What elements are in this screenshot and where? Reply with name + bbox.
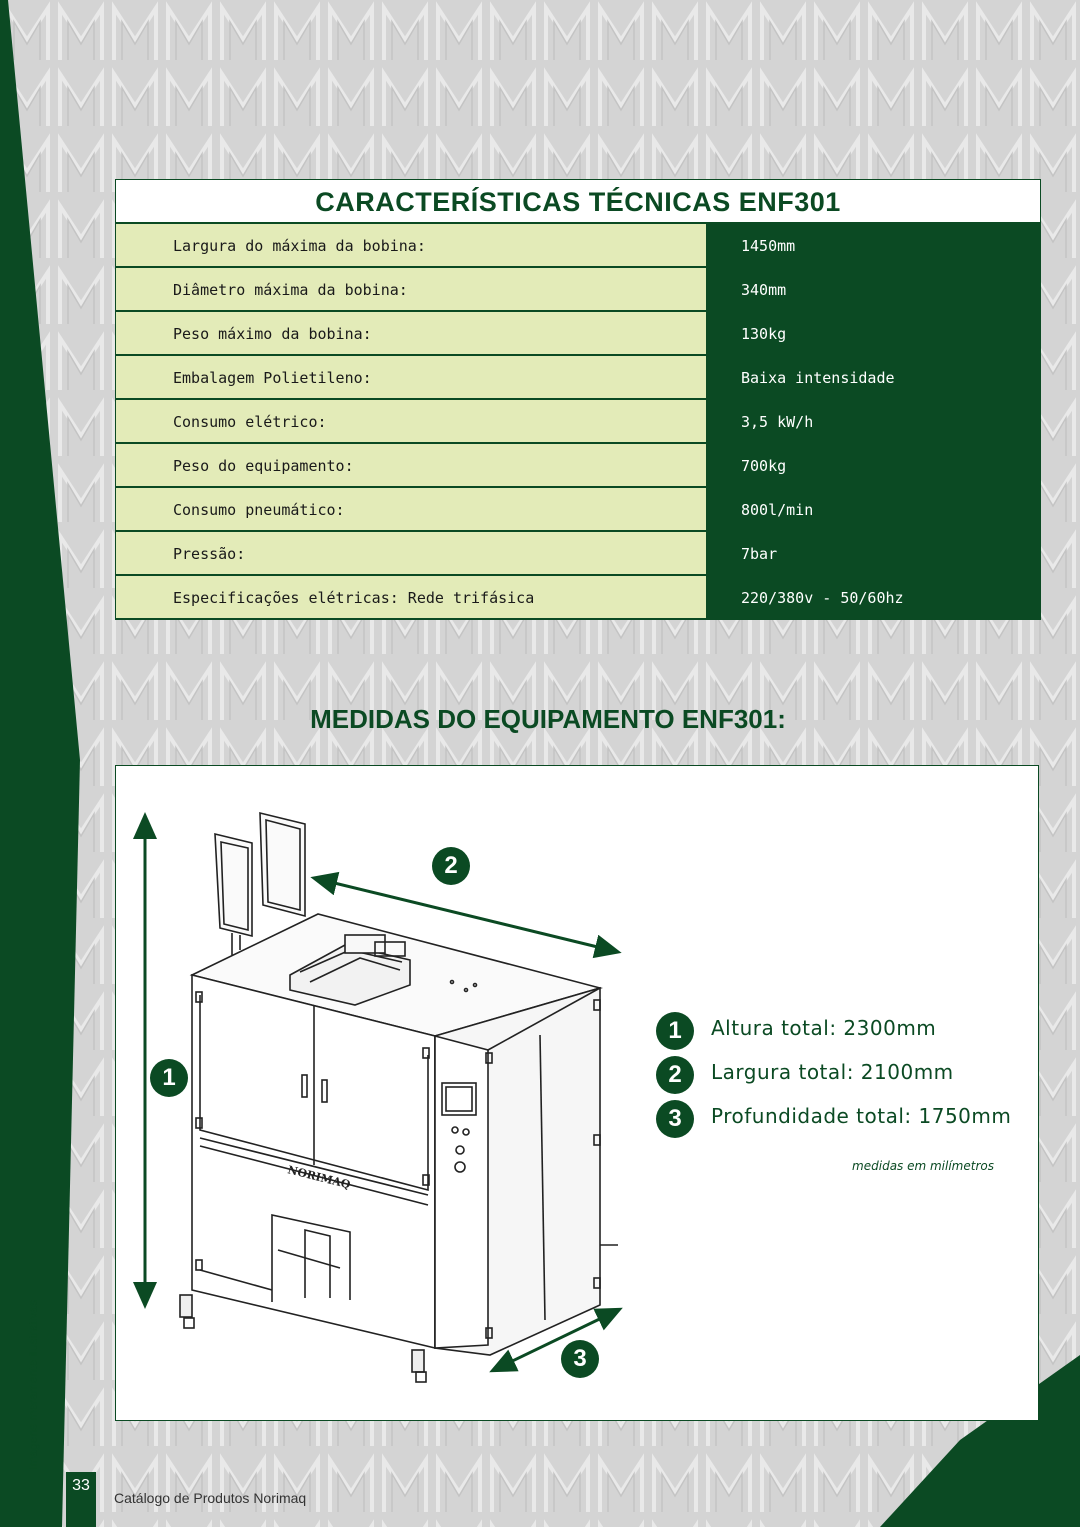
height-callout: 1 [150, 1059, 188, 1097]
spec-value: 340mm [708, 268, 1040, 310]
spec-label: Especificações elétricas: Rede trifásica [116, 576, 706, 618]
spec-label: Consumo pneumático: [116, 488, 706, 530]
legend-number: 3 [656, 1100, 694, 1138]
spec-value: 700kg [708, 444, 1040, 486]
measures-note: medidas em milímetros [852, 1159, 994, 1173]
legend-number: 2 [656, 1056, 694, 1094]
spec-label: Largura do máxima da bobina: [116, 224, 706, 266]
side-note: Imagens meramente ilustrativas [26, 1299, 40, 1470]
spec-label: Peso máximo da bobina: [116, 312, 706, 354]
legend-text: Profundidade total: 1750mm [711, 1104, 1012, 1128]
depth-callout: 3 [561, 1340, 599, 1378]
spec-value: 3,5 kW/h [708, 400, 1040, 442]
spec-value: 130kg [708, 312, 1040, 354]
spec-label: Consumo elétrico: [116, 400, 706, 442]
spec-label: Embalagem Polietileno: [116, 356, 706, 398]
width-callout: 2 [432, 847, 470, 885]
spec-value: Baixa intensidade [708, 356, 1040, 398]
legend-text: Largura total: 2100mm [711, 1060, 954, 1084]
spec-label: Pressão: [116, 532, 706, 574]
spec-value: 7bar [708, 532, 1040, 574]
legend-number: 1 [656, 1012, 694, 1050]
spec-label: Peso do equipamento: [116, 444, 706, 486]
spec-value: 220/380v - 50/60hz [708, 576, 1040, 618]
spec-value: 800l/min [708, 488, 1040, 530]
specs-title: CARACTERÍSTICAS TÉCNICAS ENF301 [116, 180, 1040, 222]
page-number: 33 [66, 1472, 96, 1527]
machine-nameplate: NORIMAQ [286, 1163, 352, 1192]
legend-text: Altura total: 2300mm [711, 1016, 937, 1040]
measures-title: MEDIDAS DO EQUIPAMENTO ENF301: [310, 704, 786, 734]
footer-text: Catálogo de Produtos Norimaq [114, 1490, 307, 1506]
spec-value: 1450mm [708, 224, 1040, 266]
spec-label: Diâmetro máxima da bobina: [116, 268, 706, 310]
